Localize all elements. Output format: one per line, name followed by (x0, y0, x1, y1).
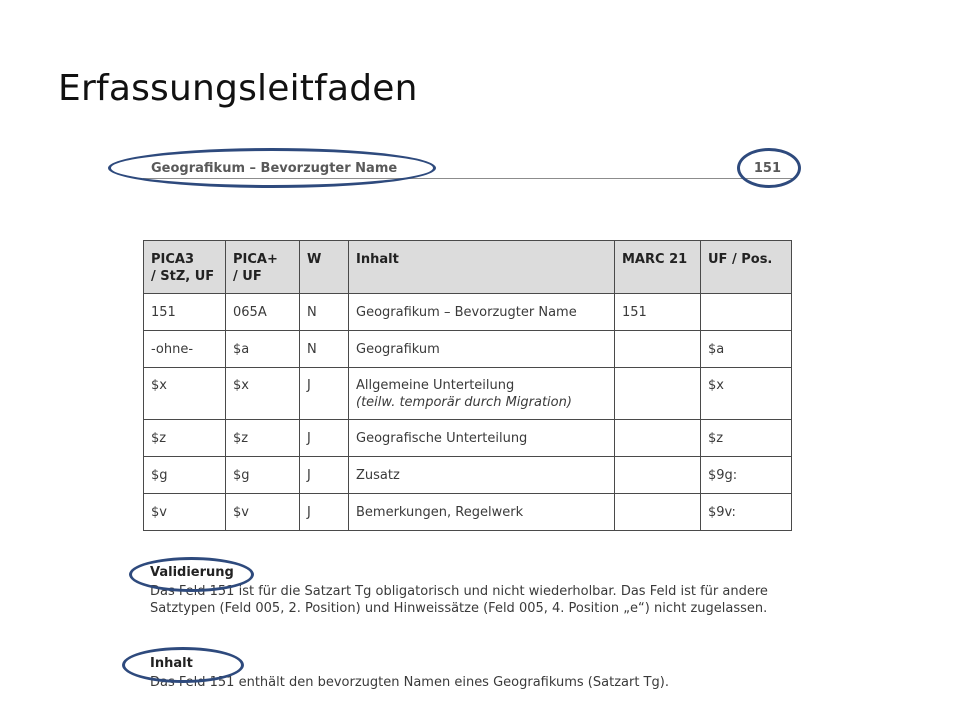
cell-w: N (300, 331, 349, 368)
document-header-title: Geografikum – Bevorzugter Name (151, 161, 398, 176)
document-header-field-number: 151 (753, 161, 781, 176)
cell-picaplus: $g (226, 457, 300, 494)
cell-inhalt: Zusatz (349, 457, 615, 494)
column-header-w: W (300, 241, 349, 294)
cell-pica3: $g (144, 457, 226, 494)
column-header-picaplus: PICA+ / UF (226, 241, 300, 294)
inhalt-text: Das Feld 151 enthält den bevorzugten Namen eines Geografikums (Satzart Tg). (150, 675, 669, 690)
cell-pica3: -ohne- (144, 331, 226, 368)
cell-picaplus: $x (226, 368, 300, 420)
table-row (144, 420, 792, 457)
table-row (144, 294, 792, 331)
cell-uf-pos: $a (701, 331, 792, 368)
cell-marc21 (615, 457, 701, 494)
cell-inhalt: Geografikum – Bevorzugter Name (349, 294, 615, 331)
cell-marc21 (615, 494, 701, 531)
cell-uf-pos: $9g: (701, 457, 792, 494)
cell-picaplus: $a (226, 331, 300, 368)
cell-inhalt: Bemerkungen, Regelwerk (349, 494, 615, 531)
cell-pica3: 151 (144, 294, 226, 331)
cell-pica3: $v (144, 494, 226, 531)
cell-w: J (300, 457, 349, 494)
highlight-ellipse-header-title (108, 148, 436, 188)
validierung-text: Das Feld 151 ist für die Satzart Tg obligatorisch und nicht wiederholbar. Das Feld ist für andere Satztypen (Feld 005, 2. Position) und Hinweissätze (Feld 005, 4. Position „e“) nicht zugelassen. (150, 584, 768, 616)
inhalt-section (150, 656, 790, 691)
cell-marc21 (615, 420, 701, 457)
field-definition-table (143, 240, 792, 531)
slide-title: Erfassungsleitfaden (58, 68, 418, 109)
cell-w: J (300, 420, 349, 457)
cell-marc21: 151 (615, 294, 701, 331)
highlight-ellipse-field-number (737, 148, 801, 188)
cell-uf-pos: $9v: (701, 494, 792, 531)
cell-inhalt: Geografische Unterteilung (349, 420, 615, 457)
highlight-ellipse-inhalt (122, 647, 244, 683)
cell-w: J (300, 368, 349, 420)
cell-uf-pos: $x (701, 368, 792, 420)
cell-inhalt: Geografikum (349, 331, 615, 368)
table-header-row (144, 241, 792, 294)
cell-pica3: $x (144, 368, 226, 420)
highlight-ellipse-validierung (129, 557, 254, 592)
cell-pica3: $z (144, 420, 226, 457)
cell-picaplus: 065A (226, 294, 300, 331)
cell-inhalt (349, 368, 615, 420)
table-row (144, 331, 792, 368)
cell-inhalt-text: Allgemeine Unterteilung (356, 378, 515, 393)
column-header-pica3: PICA3 / StZ, UF (144, 241, 226, 294)
validierung-heading: Validierung (150, 565, 234, 580)
cell-picaplus: $v (226, 494, 300, 531)
cell-inhalt-note: (teilw. temporär durch Migration) (356, 395, 572, 410)
column-header-inhalt: Inhalt (349, 241, 615, 294)
table-row (144, 494, 792, 531)
cell-picaplus: $z (226, 420, 300, 457)
column-header-uf-pos: UF / Pos. (701, 241, 792, 294)
inhalt-heading: Inhalt (150, 656, 193, 671)
cell-w: J (300, 494, 349, 531)
cell-w: N (300, 294, 349, 331)
cell-marc21 (615, 331, 701, 368)
column-header-marc21: MARC 21 (615, 241, 701, 294)
table-row (144, 457, 792, 494)
cell-uf-pos: $z (701, 420, 792, 457)
table-row (144, 368, 792, 420)
cell-uf-pos (701, 294, 792, 331)
cell-marc21 (615, 368, 701, 420)
